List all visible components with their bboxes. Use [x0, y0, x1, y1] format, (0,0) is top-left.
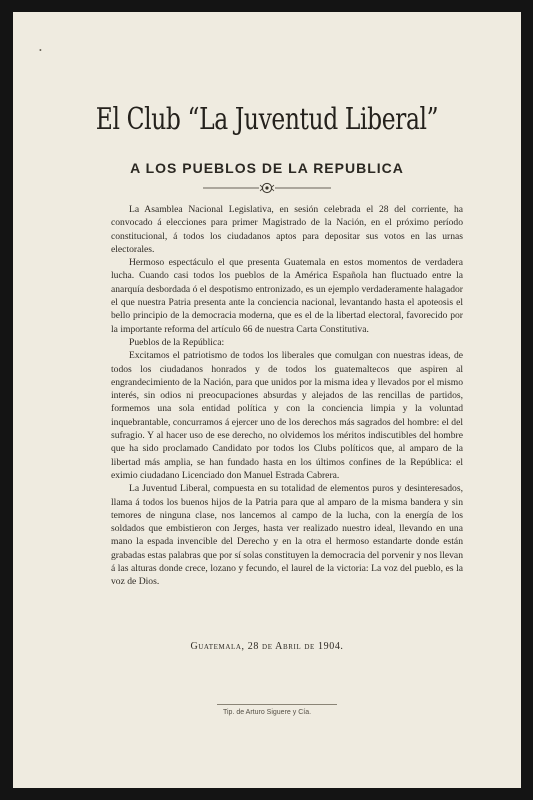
- paragraph: Excitamos el patriotismo de todos los liberales que comulgan con nuestras ideas, de todos los ciudadanos honrados y de todos los guatemaltecos que aspiren al engrandecimiento de la Nación, para que unidos por la misma idea y llevados por el mismo interés, sin odios ni preocupaciones absurdas y alejados de las rencillas de partidos, formemos una sola entidad política y con la conciencia limpia y la voluntad inquebrantable, concurramos á ejercer uno de los derechos más sagrados del hombre: el del sufragio. Y al hacer uso de ese derecho, no olvidemos los méritos indiscutibles del hombre que ha sido proclamado Candidato por todos los Clubs políticos que, al amparo de la libertad más amplia, se han fundado hasta en los últimos confines de la República: el eximio ciudadano Licenciado don Manuel Estrada Cabrera.: [111, 350, 463, 481]
- divider: [217, 704, 337, 705]
- printer-credit: Tip. de Arturo Siguere y Cía.: [222, 709, 312, 716]
- page-subtitle: A LOS PUEBLOS DE LA REPUBLICA: [130, 160, 404, 176]
- paragraph: La Juventud Liberal, compuesta en su totalidad de elementos puros y desinteresados, llama á todos los buenos hijos de la Patria para que al amparo de la misma bandera y sin temores de ninguna clase, nos lancemos al campo de la lucha, con la energía de los soldados que embistieron con Jerges, hasta ver realizado nuestro ideal, llevando en una mano la espada invencible del Derecho y en la otra el hermoso estandarte donde están grabadas estas palabras que por sí solas constituyen la democracia del porvenir y nos llevan á las alturas donde crece, lozano y fecundo, el laurel de la victoria: La voz del pueblo, es la voz de Dios.: [111, 483, 463, 588]
- floral-ornament-icon: [203, 182, 331, 194]
- body-text: [111, 203, 463, 589]
- document-page: [13, 12, 521, 788]
- paragraph: La Asamblea Nacional Legislativa, en sesión celebrada el 28 del corriente, ha convocado á elecciones para primer Magistrado de la Nación, en el próximo período constitucional, á todos los ciudadanos aptos para depositar sus votos en las urnas electorales.: [111, 204, 463, 255]
- corner-mark: •: [39, 46, 42, 55]
- paragraph: Pueblos de la República:: [129, 336, 225, 348]
- page-title: El Club “La Juventud Liberal”: [95, 102, 439, 137]
- paragraph: Hermoso espectáculo el que presenta Guatemala en estos momentos de verdadera lucha. Cuando casi todos los pueblos de la América Española han fluctuado entre la anarquía desbordada ó el despotismo entronizado, es un ejemplo verdaderamente halagador el que nuestra Patria presenta ante la conciencia nacional, levantando hasta el apoteosis el bello principio de la democracia moderna, que es el de la libertad electoral, favorecido por la importante reforma del artículo 66 de nuestra Carta Constitutiva.: [111, 257, 463, 335]
- dateline: Guatemala, 28 de Abril de 1904.: [190, 641, 344, 652]
